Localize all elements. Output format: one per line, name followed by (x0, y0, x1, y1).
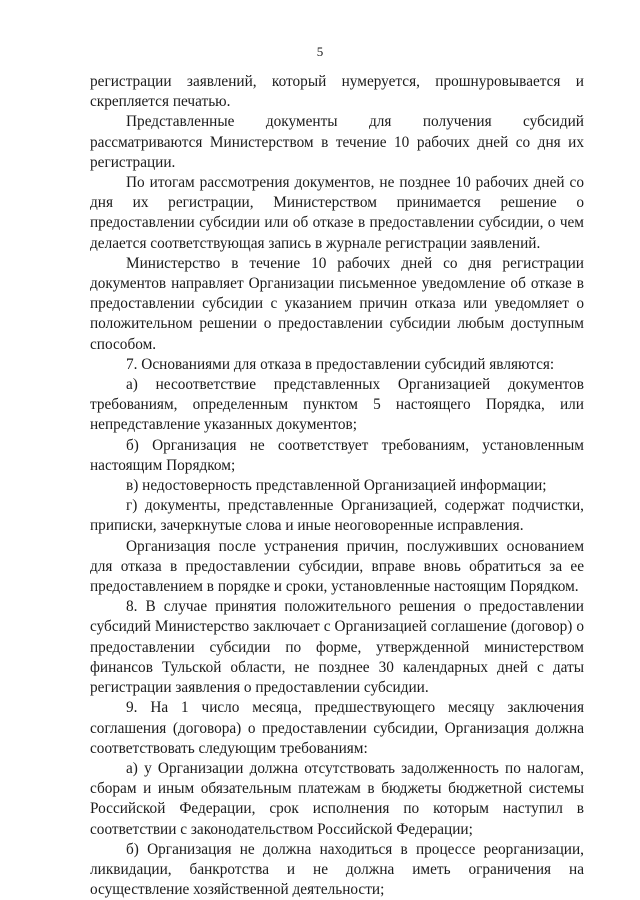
document-body (90, 72, 584, 900)
paragraph-clause-9: 9. На 1 число месяца, предшествующего месяцу заключения соглашения (договора) о предоставлении субсидии, Организация должна соответствовать следующим требованиям: (90, 699, 584, 757)
paragraph-notification: Министерство в течение 10 рабочих дней со дня регистрации документов направляет Организации письменное уведомление об отказе в предоставлении субсидии с указанием причин отказа или уведомляет о положительном решении о предоставлении субсидии любым доступным способом. (90, 254, 584, 353)
paragraph-refusal-grounds-heading: 7. Основаниями для отказа в предоставлении субсидий являются: (126, 355, 555, 373)
paragraph-review-period: Представленные документы для получения субсидий рассматриваются Министерством в течение 10 рабочих дней со дня их регистрации. (90, 113, 584, 171)
paragraph-clause-8: 8. В случае принятия положительного решения о предоставлении субсидий Министерство заключает с Организацией соглашение (договор) о предоставлении субсидии по форме, утвержденной министерством финансов Тульской области, не позднее 30 календарных дней с даты регистрации заявления о предоставлении субсидии. (90, 598, 584, 697)
page-number: 5 (316, 44, 324, 59)
list-item-a: а) несоответствие представленных Организацией документов требованиям, определенным пунктом 5 настоящего Порядка, или непредставление указанных документов; (90, 376, 584, 434)
requirement-item-a: а) у Организации должна отсутствовать задолженность по налогам, сборам и иным обязательным платежам в бюджеты бюджетной системы Российской Федерации, срок исполнения по которым наступил в соответствии с законодательством Российской Федерации; (90, 759, 584, 838)
requirement-item-b: б) Организация не должна находиться в процессе реорганизации, ликвидации, банкротства и не должна иметь ограничения на осуществление хозяйственной деятельности; (90, 840, 584, 899)
paragraph-registration-journal: регистрации заявлений, который нумеруется, прошнуровывается и скрепляется печатью. (90, 73, 584, 111)
paragraph-reapply: Организация после устранения причин, послуживших основанием для отказа в предоставлении субсидии, вправе вновь обратиться за ее предоставлением в порядке и сроки, установленные настоящим Порядком. (90, 537, 584, 596)
list-item-v: в) недостоверность представленной Организацией информации; (126, 477, 547, 495)
list-item-b: б) Организация не соответствует требованиям, установленным настоящим Порядком; (90, 436, 584, 474)
list-item-g: г) документы, представленные Организацией, содержат подчистки, приписки, зачеркнутые слова и иные неоговоренные исправления. (90, 497, 584, 535)
paragraph-decision: По итогам рассмотрения документов, не позднее 10 рабочих дней со дня их регистрации, Министерством принимается решение о предоставлении субсидии или об отказе в предоставлении субсидии, о чем делается соответствующая запись в журнале регистрации заявлений. (90, 174, 584, 252)
